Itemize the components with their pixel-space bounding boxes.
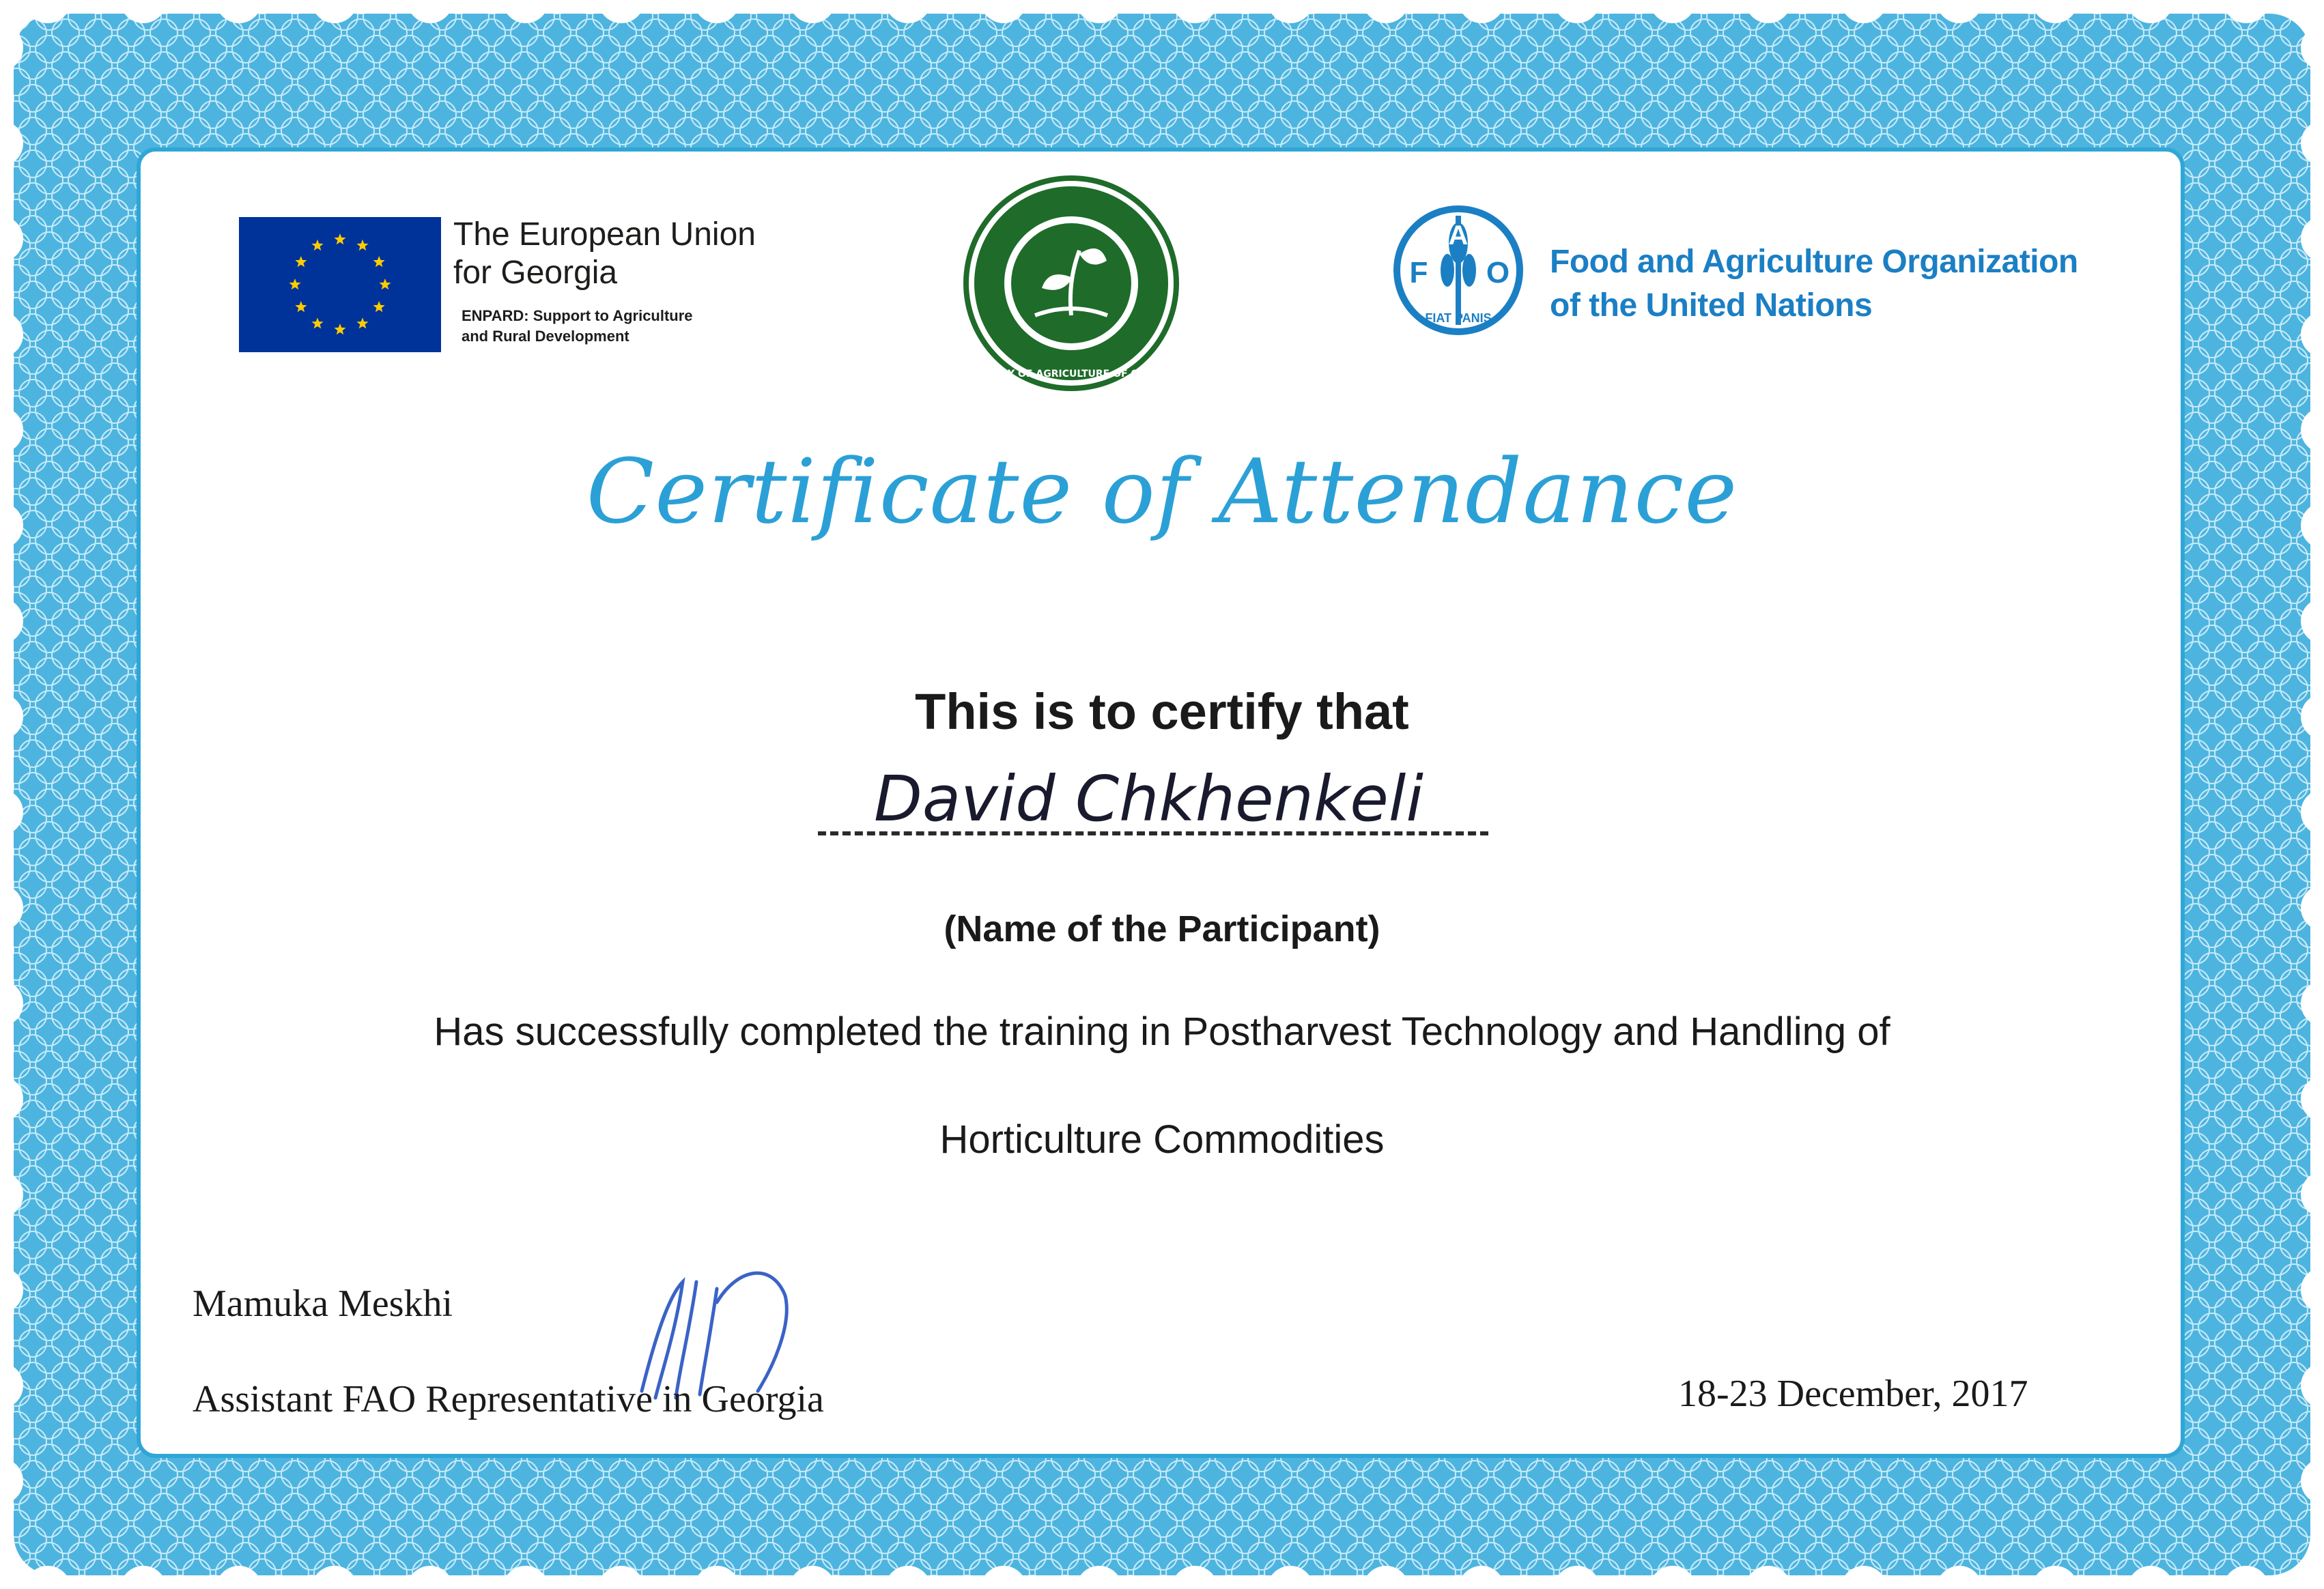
eu-subtitle: ENPARD: Support to Agriculture and Rural Development [462, 307, 693, 345]
certificate-title: Certificate of Attendance [586, 440, 1738, 543]
border-scallop [2301, 1554, 2324, 1589]
eu-flag-icon [239, 217, 441, 352]
border-scallop [0, 1554, 23, 1589]
participant-label: (Name of the Participant) [944, 908, 1380, 949]
participant-dashed-line [818, 831, 1488, 835]
ministry-of-agriculture-seal-icon [960, 172, 1182, 395]
fao-name: Food and Agriculture Organization of the United Nations [1550, 244, 2078, 324]
completion-text-line1: Has successfully completed the training in Postharvest Technology and Handling of [434, 1010, 1890, 1054]
fao-motto: FIAT PANIS [1425, 311, 1492, 325]
seal-text: MINISTRY OF AGRICULTURE OF GEORGIA [963, 369, 1180, 380]
certificate-date: 18-23 December, 2017 [1678, 1373, 2028, 1415]
fao-letter-a: A [1448, 220, 1469, 250]
certify-text: This is to certify that [915, 683, 1409, 740]
completion-text-line2: Horticulture Commodities [939, 1117, 1385, 1162]
fao-letter-f: F [1409, 256, 1428, 289]
fao-emblem-icon [1393, 202, 1524, 339]
eu-title: The European Union for Georgia [453, 216, 756, 291]
signatory-title: Assistant FAO Representative in Georgia [193, 1378, 824, 1420]
signatory-name: Mamuka Meskhi [193, 1283, 453, 1325]
participant-name-handwritten [867, 745, 1447, 841]
participant-name: David Chkhenkeli [874, 762, 1423, 835]
fao-letter-o: O [1486, 256, 1510, 289]
